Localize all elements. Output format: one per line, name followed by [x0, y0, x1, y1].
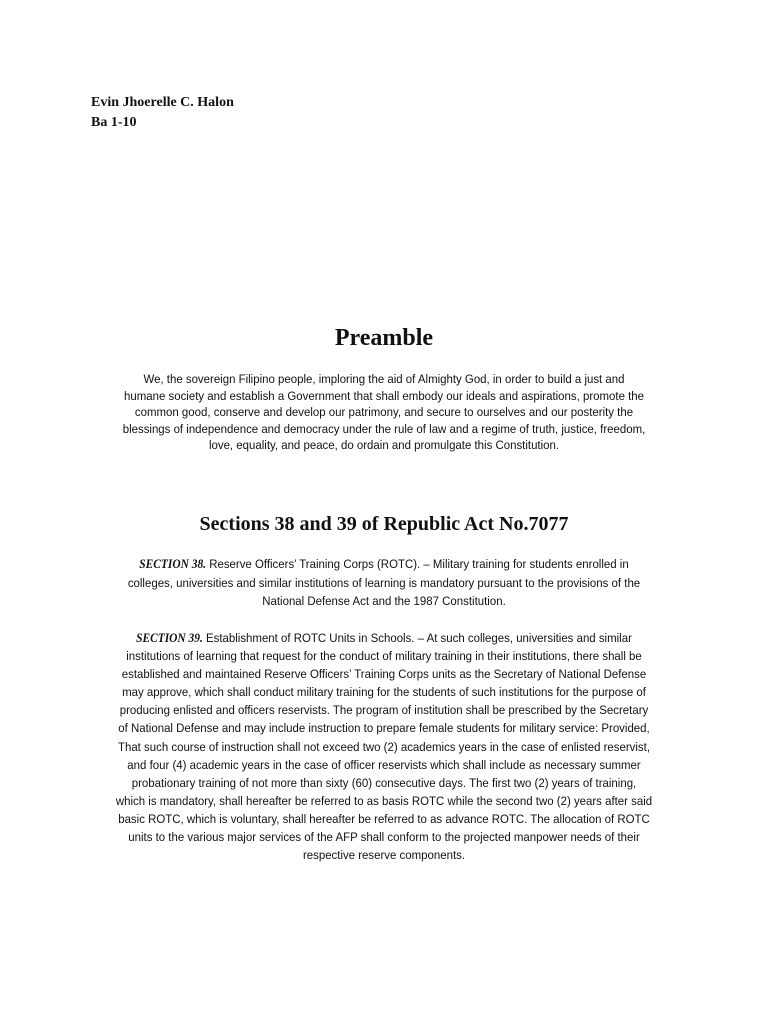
class-section: Ba 1-10 — [91, 115, 137, 130]
section-39-line: producing enlisted and officers reservists. The program of institution shall be prescribed by the Secretary — [119, 703, 649, 718]
section-39-line: Establishment of ROTC Units in Schools. – At such colleges, universities and similar — [202, 631, 632, 645]
section-38-line: National Defense Act and the 1987 Constitution. — [262, 594, 506, 608]
section-38-paragraph — [112, 555, 655, 611]
preamble-line: common good, conserve and develop our patrimony, and secure to ourselves and our posterity the — [134, 405, 634, 419]
section-39-line: of National Defense and may include instruction to prepare female students for military service: Provided, — [118, 721, 650, 736]
section-39-line: established and maintained Reserve Officers’ Training Corps units as the Secretary of National Defense — [121, 667, 647, 682]
sections-title: Sections 38 and 39 of Republic Act No.7077 — [199, 513, 569, 535]
section-39-line: which is mandatory, shall hereafter be referred to as basis ROTC while the second two (2) years after said — [115, 793, 653, 808]
section-39-line: That such course of instruction shall not exceed two (2) academics years in the case of enlisted reservist, — [117, 739, 651, 754]
section-39-line: and four (4) academic years in the case of officer reservists which shall include as necessary summer — [127, 757, 641, 772]
section-39-line: units to the various major services of the AFP shall conform to the projected manpower needs of their — [128, 830, 640, 845]
preamble-title: Preamble — [334, 325, 434, 351]
author-name: Evin Jhoerelle C. Halon — [91, 95, 234, 110]
section-39-label: SECTION 39. — [136, 631, 203, 645]
section-39-paragraph — [109, 629, 660, 864]
section-39-line: basic ROTC, which is voluntary, shall hereafter be referred to as advance ROTC. The allocation of ROTC — [118, 811, 650, 826]
preamble-text — [111, 371, 658, 454]
preamble-line: humane society and establish a Government that shall embody our ideals and aspirations, promote the — [123, 388, 645, 403]
preamble-line: love, equality, and peace, do ordain and promulgate this Constitution. — [208, 438, 560, 452]
section-39-line: probationary training of not more than sixty (60) consecutive days. The first two (2) years of training, — [131, 775, 637, 790]
section-38-line: Reserve Officers’ Training Corps (ROTC). – Military training for students enrolled in — [206, 557, 629, 571]
section-38-line: colleges, universities and similar institutions of learning is mandatory pursuant to the provisions of the — [127, 575, 641, 590]
section-39-line: respective reserve components. — [302, 848, 466, 863]
preamble-line: We, the sovereign Filipino people, imploring the aid of Almighty God, in order to build a just and — [143, 372, 625, 386]
section-39-line: may approve, which shall conduct military training for the students of such institutions for the purpose of — [122, 685, 646, 700]
section-38-label: SECTION 38. — [139, 557, 207, 571]
preamble-line: blessings of independence and democracy under the rule of law and a regime of truth, justice, freedom, — [122, 421, 646, 436]
author-block — [91, 93, 234, 133]
section-39-line: institutions of learning that request for the conduct of military training in their institutions, there shall be — [126, 649, 642, 664]
